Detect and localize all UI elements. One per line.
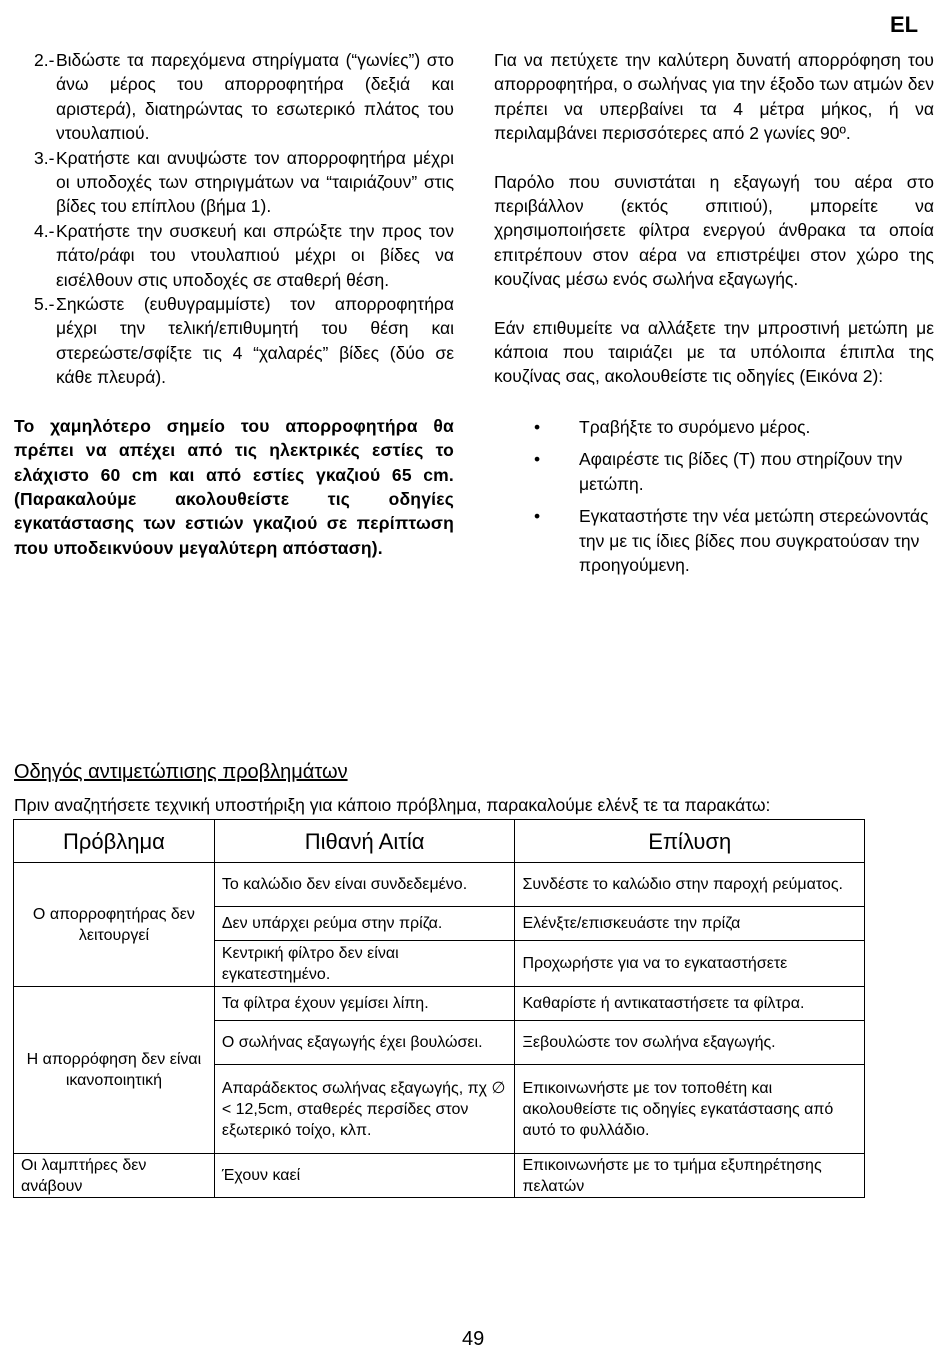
step-text: Κρατήστε την συσκευή και σπρώξτε την προς τον πάτο/ράφι του ντουλαπιού μέχρι οι βίδες να εισέλθουν στις υποδοχές σε σταθερή θέση.: [56, 220, 454, 290]
solution-cell: Επικοινωνήστε με τον τοποθέτη και ακολουθείστε τις οδηγίες εγκατάστασης από αυτό το φυλλάδιο.: [515, 1065, 865, 1154]
step-number: 5.-: [34, 294, 55, 315]
table-header-row: [14, 820, 865, 863]
table-row: [14, 863, 865, 907]
troubleshooting-intro: Πριν αναζητήσετε τεχνική υποστήριξη για κάποιο πρόβλημα, παρακαλούμε ελένξ τε τα παρακάτω:: [14, 795, 771, 815]
installation-steps-column: [14, 48, 454, 560]
cause-cell: Τα φίλτρα έχουν γεμίσει λίπη.: [214, 987, 515, 1021]
column-header-solution: Επίλυση: [515, 820, 865, 863]
problem-cell: Η απορρόφηση δεν είναι ικανοποιητική: [14, 987, 215, 1154]
bullet-text: Τραβήξτε το συρόμενο μέρος.: [579, 416, 811, 437]
cause-cell: Δεν υπάρχει ρεύμα στην πρίζα.: [214, 907, 515, 941]
bullet-icon: •: [534, 506, 541, 527]
step-text: Βιδώστε τα παρεχόμενα στηρίγματα (“γωνίες”) στο άνω μέρος του απορροφητήρα (δεξιά και αριστερά), διατηρώντας το εσωτερικό πλάτος του ντουλαπιού.: [56, 50, 454, 144]
info-paragraph: Παρόλο που συνιστάται η εξαγωγή του αέρα στο περιβάλλον (εκτός σπιτιού), μπορείτε να χρησιμοποιήσετε φίλτρα ενεργού άνθρακα τα οποία επιτρέπουν στον αέρα να επιστρέψει στον χώρο της κουζίνας μέσω ενός σωλήνα εξαγωγής.: [494, 171, 934, 290]
table-row: [14, 1154, 865, 1198]
installation-step: [14, 292, 454, 390]
bullet-text: Αφαιρέστε τις βίδες (T) που στηρίζουν την μετώπη.: [579, 449, 903, 494]
column-header-cause: Πιθανή Αιτία: [214, 820, 515, 863]
cause-cell: Έχουν καεί: [214, 1154, 515, 1198]
cause-cell: Ο σωλήνας εξαγωγής έχει βουλώσει.: [214, 1021, 515, 1065]
installation-step: [14, 146, 454, 219]
column-header-problem: Πρόβλημα: [14, 820, 215, 863]
installation-step: [14, 219, 454, 292]
bullet-text: Εγκαταστήστε την νέα μετώπη στερεώνοντάς την με τις ίδιες βίδες που συγκρατούσαν την προηγούμενη.: [579, 506, 929, 575]
bullet-icon: •: [534, 416, 541, 437]
table-row: [14, 987, 865, 1021]
language-code: EL: [890, 12, 919, 37]
installation-steps-list: [14, 48, 454, 390]
installation-step: [14, 48, 454, 146]
page-number: 49: [462, 1328, 485, 1350]
bullet-item: [494, 504, 934, 577]
solution-cell: Ξεβουλώστε τον σωλήνα εξαγωγής.: [515, 1021, 865, 1065]
problem-cell: Οι λαμπτήρες δεν ανάβουν: [14, 1154, 215, 1198]
cause-cell: Το καλώδιο δεν είναι συνδεδεμένο.: [214, 863, 515, 907]
solution-cell: Συνδέστε το καλώδιο στην παροχή ρεύματος.: [515, 863, 865, 907]
distance-warning: Το χαμηλότερο σημείο του απορροφητήρα θα πρέπει να απέχει από τις ηλεκτρικές εστίες το ελάχιστο 60 cm και από εστίες γκαζιού 65 cm. (Παρακαλούμε ακολουθείστε τις οδηγίες εγκατάστασης των εστιών γκαζιού σε περίπτωση που υποδεικνύουν μεγαλύτερη απόσταση).: [14, 415, 454, 558]
step-number: 4.-: [34, 220, 55, 241]
step-text: Σηκώστε (ευθυγραμμίστε) τον απορροφητήρα μέχρι την τελική/επιθυμητή του θέση και στερεώστε/σφίξτε τις 4 “χαλαρές” βίδες (δύο σε κάθε πλευρά).: [56, 294, 454, 388]
solution-cell: Επικοινωνήστε με το τμήμα εξυπηρέτησης πελατών: [515, 1154, 865, 1198]
bullet-icon: •: [534, 449, 541, 470]
troubleshooting-title: Οδηγός αντιμετώπισης προβλημάτων: [14, 761, 348, 783]
cause-cell: Απαράδεκτος σωλήνας εξαγωγής, πχ ∅ < 12,5cm, σταθερές περσίδες στον εξωτερικό τοίχο, κλπ.: [214, 1065, 515, 1154]
info-paragraph: Για να πετύχετε την καλύτερη δυνατή απορρόφηση του απορροφητήρα, ο σωλήνας για την έξοδο των ατμών δεν πρέπει να υπερβαίνει τα 4 μέτρα μήκος, ή να περιλαμβάνει περισσότερες από 2 γωνίες 90º.: [494, 50, 934, 144]
problem-cell: Ο απορροφητήρας δεν λειτουργεί: [14, 863, 215, 987]
bullet-item: [494, 447, 934, 496]
info-paragraph: Εάν επιθυμείτε να αλλάξετε την μπροστινή μετώπη με κάποια που ταιριάζει με τα υπόλοιπα έπιπλα της κουζίνας σας, ακολουθείστε τις οδηγίες (Εικόνα 2):: [494, 317, 934, 387]
solution-cell: Προχωρήστε για να το εγκαταστήσετε: [515, 941, 865, 987]
troubleshooting-table: [13, 819, 865, 1198]
cause-cell: Κεντρική φίλτρο δεν είναι εγκατεστημένο.: [214, 941, 515, 987]
step-text: Κρατήστε και ανυψώστε τον απορροφητήρα μέχρι οι υποδοχές των στηριγμάτων να “ταιριάζουν” στις βίδες του επίπλου (βήμα 1).: [56, 147, 454, 217]
step-number: 2.-: [34, 50, 55, 70]
solution-cell: Καθαρίστε ή αντικαταστήσετε τα φίλτρα.: [515, 987, 865, 1021]
bullet-item: [494, 415, 934, 439]
extraction-info-column: [494, 48, 934, 585]
step-number: 3.-: [34, 147, 55, 168]
solution-cell: Ελένξτε/επισκευάστε την πρίζα: [515, 907, 865, 941]
front-panel-steps-list: [494, 415, 934, 577]
